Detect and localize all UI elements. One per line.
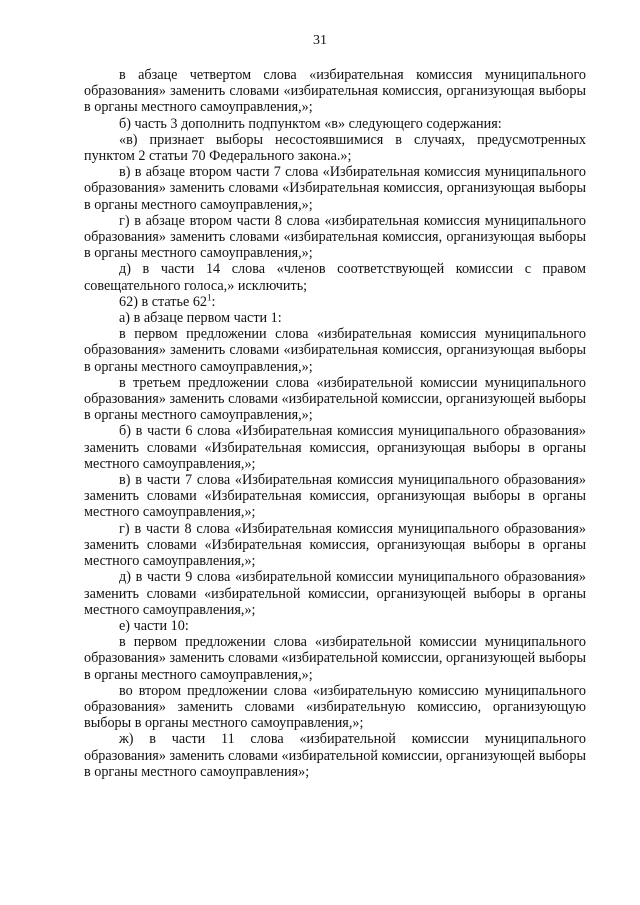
paragraph: «в) признает выборы несостоявшимися в случаях, предусмотренных пунктом 2 статьи 70 Федерального закона.»;	[84, 131, 586, 165]
paragraph: в первом предложении слова «избирательной комиссии муниципального образования» заменить словами «избирательной комиссии, организующей выборы в органы местного самоуправления,»;	[84, 634, 586, 683]
article-heading-text: 62) в статье 62	[119, 293, 208, 310]
paragraph: в) в абзаце втором части 7 слова «Избирательная комиссия муниципального образования» заменить словами «Избирательная комиссия, организующая выборы в органы местного самоуправления,»;	[84, 164, 586, 213]
paragraph: б) часть 3 дополнить подпунктом «в» следующего содержания:	[119, 115, 502, 132]
paragraph: ж) в части 11 слова «избирательной комиссии муниципального образования» заменить словами «избирательной комиссии, организующей выборы в органы местного самоуправления»;	[84, 731, 586, 780]
page-number: 31	[313, 33, 327, 48]
paragraph: во втором предложении слова «избирательную комиссию муниципального образования» заменить словами «избирательную комиссию, организующую выборы в органы местного самоуправления,»;	[84, 682, 586, 732]
paragraph-article-heading	[84, 294, 586, 310]
paragraph: в) в части 7 слова «Избирательная комиссия муниципального образования» заменить словами «Избирательная комиссия, организующая выборы в органы местного самоуправления,»;	[84, 472, 586, 521]
paragraph: д) в части 9 слова «избирательной комиссии муниципального образования» заменить словами «избирательной комиссии, организующей выборы в органы местного самоуправления,»;	[84, 569, 586, 618]
paragraph: в абзаце четвертом слова «избирательная комиссия муниципального образования» заменить словами «избирательная комиссия, организующая выборы в органы местного самоуправления,»;	[84, 67, 586, 116]
article-superscript: 1	[207, 292, 212, 303]
paragraph: в третьем предложении слова «избирательной комиссии муниципального образования» заменить словами «избирательной комиссии, организующей выборы в органы местного самоуправления,»;	[84, 374, 586, 424]
paragraph: г) в части 8 слова «Избирательная комиссия муниципального образования» заменить словами «Избирательная комиссия, организующая выборы в органы местного самоуправления,»;	[84, 520, 586, 570]
paragraph: а) в абзаце первом части 1:	[119, 310, 282, 327]
paragraph: г) в абзаце втором части 8 слова «избирательная комиссия муниципального образования» заменить словами «избирательная комиссия, организующая выборы в органы местного самоуправления,»;	[84, 212, 586, 262]
paragraph: б) в части 6 слова «Избирательная комиссия муниципального образования» заменить словами «Избирательная комиссия, организующая выборы в органы местного самоуправления,»;	[84, 423, 586, 472]
paragraph: е) части 10:	[119, 617, 189, 634]
article-heading-tail: :	[211, 293, 216, 310]
paragraph: в первом предложении слова «избирательная комиссия муниципального образования» заменить словами «избирательная комиссия, организующая выборы в органы местного самоуправления,»;	[84, 326, 586, 375]
document-body	[84, 67, 586, 780]
paragraph: д) в части 14 слова «членов соответствующей комиссии с правом совещательного голоса,» исключить;	[84, 261, 586, 294]
